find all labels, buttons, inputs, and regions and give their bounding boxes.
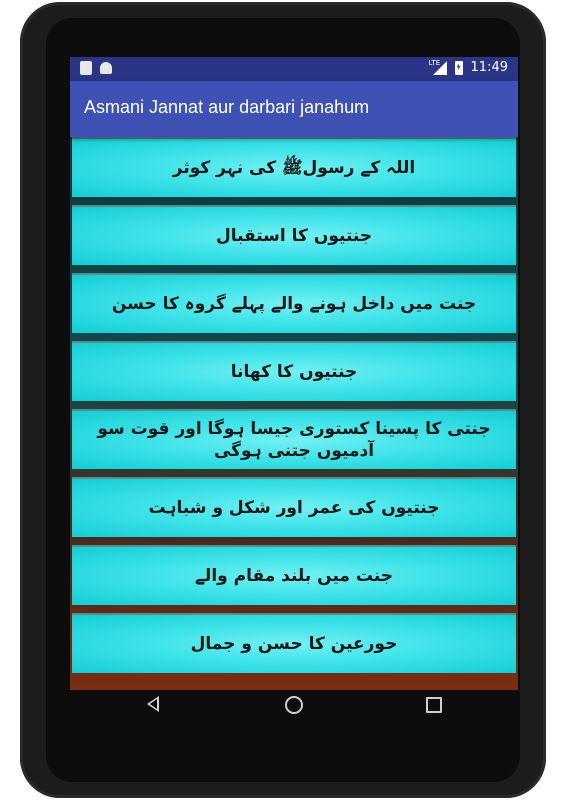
list-item[interactable]: جنت میں داخل ہونے والے پہلے گروہ کا حسن bbox=[72, 273, 516, 333]
home-icon[interactable] bbox=[285, 696, 303, 714]
list-item[interactable]: جنت میں بلند مقام والے bbox=[72, 545, 516, 605]
app-screen bbox=[70, 57, 518, 690]
android-icon bbox=[100, 62, 112, 74]
app-title: Asmani Jannat aur darbari janahum bbox=[84, 97, 370, 117]
network-label: LTE bbox=[428, 58, 441, 67]
battery-charging-icon bbox=[455, 61, 463, 75]
recents-icon[interactable] bbox=[426, 697, 442, 713]
topic-list[interactable] bbox=[70, 137, 518, 690]
back-icon[interactable] bbox=[147, 696, 159, 712]
list-item[interactable]: جنتیوں کا کھانا bbox=[72, 341, 516, 401]
list-item[interactable]: اللہ کے رسولﷺ کی نہر کوثر bbox=[72, 137, 516, 197]
list-item[interactable]: جنتیوں کی عمر اور شکل و شباہت bbox=[72, 477, 516, 537]
app-bar bbox=[70, 81, 518, 137]
status-bar bbox=[70, 57, 518, 81]
list-item[interactable]: حورعین کا حسن و جمال bbox=[72, 613, 516, 673]
list-item[interactable]: جنتی کا پسینا کستوری جیسا ہوگا اور قوت سو آدمیوں جتنی ہوگی bbox=[72, 409, 516, 469]
signal-icon bbox=[428, 58, 447, 75]
list-item[interactable]: جنتیوں کا استقبال bbox=[72, 205, 516, 265]
navigation-bar bbox=[70, 690, 518, 720]
sd-card-icon bbox=[80, 61, 92, 75]
status-time: 11:49 bbox=[470, 60, 508, 75]
